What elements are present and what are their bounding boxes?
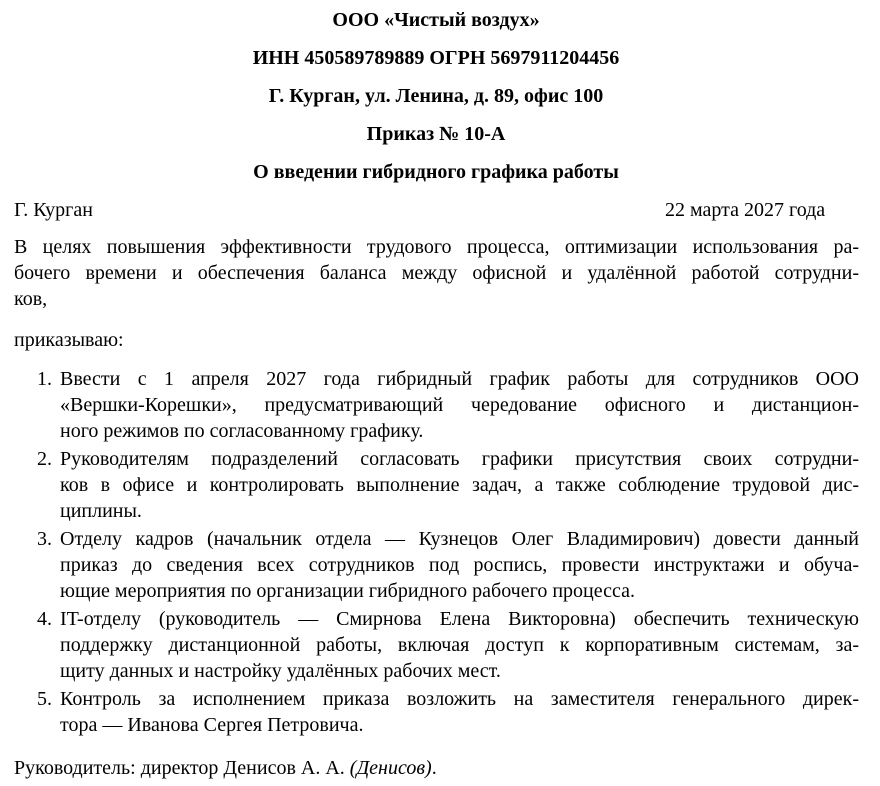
item-line: тора — Иванова Сергея Петровича.	[60, 714, 364, 736]
item-number: 2.	[37, 448, 52, 470]
preamble-line: ков,	[14, 288, 48, 310]
item-line: Руководителям подразделений согласовать графики присутствия своих сотрудни-	[60, 448, 859, 470]
preamble-line: бочего времени и обеспечения баланса между офисной и удалённой работой сотрудни-	[14, 262, 859, 284]
order-city: Г. Курган	[14, 199, 93, 221]
order-title: О введении гибридного графика работы	[253, 161, 619, 183]
order-date: 22 марта 2027 года	[665, 199, 826, 221]
signature-end: .	[431, 757, 437, 779]
item-line: ков в офисе и контролировать выполнение задач, а также соблюдение трудовой дис-	[60, 474, 859, 496]
item-line: «Вершки-Корешки», предусматривающий чередование офисного и дистанцион-	[60, 394, 859, 416]
signature-label: Руководитель: директор Денисов А. А.	[14, 757, 345, 779]
preamble-line: В целях повышения эффективности трудового процесса, оптимизации использования ра-	[14, 236, 859, 258]
order-word: приказываю:	[14, 329, 124, 351]
item-line: Контроль за исполнением приказа возложить на заместителя генерального дирек-	[60, 688, 859, 710]
item-number: 3.	[37, 528, 52, 550]
item-line: щиту данных и настройку удалённых рабочих мест.	[60, 660, 501, 682]
item-line: IT-отделу (руководитель — Смирнова Елена Викторовна) обеспечить техническую	[60, 608, 859, 630]
company-requisites: ИНН 450589789889 ОГРН 5697911204456	[252, 47, 620, 69]
signature-name: (Денисов)	[349, 757, 432, 779]
signature-block	[14, 756, 437, 780]
item-line: Ввести с 1 апреля 2027 года гибридный график работы для сотрудников ООО	[60, 368, 859, 390]
item-line: циплины.	[60, 500, 142, 522]
item-line: Отделу кадров (начальник отдела — Кузнецов Олег Владимирович) довести данный	[60, 528, 859, 550]
item-number: 5.	[37, 688, 52, 710]
item-number: 4.	[37, 608, 52, 630]
order-number: Приказ № 10-А	[366, 123, 506, 145]
company-address: Г. Курган, ул. Ленина, д. 89, офис 100	[268, 85, 604, 107]
company-name: ООО «Чистый воздух»	[332, 9, 540, 31]
item-line: ющие мероприятия по организации гибридного рабочего процесса.	[60, 580, 635, 602]
item-line: ного режимов по согласованному графику.	[60, 420, 424, 442]
item-line: приказ до сведения всех сотрудников под роспись, провести инструктажи и обуча-	[60, 554, 859, 576]
item-number: 1.	[37, 368, 52, 390]
item-line: поддержку дистанционной работы, включая доступ к корпоративным системам, за-	[60, 634, 859, 656]
